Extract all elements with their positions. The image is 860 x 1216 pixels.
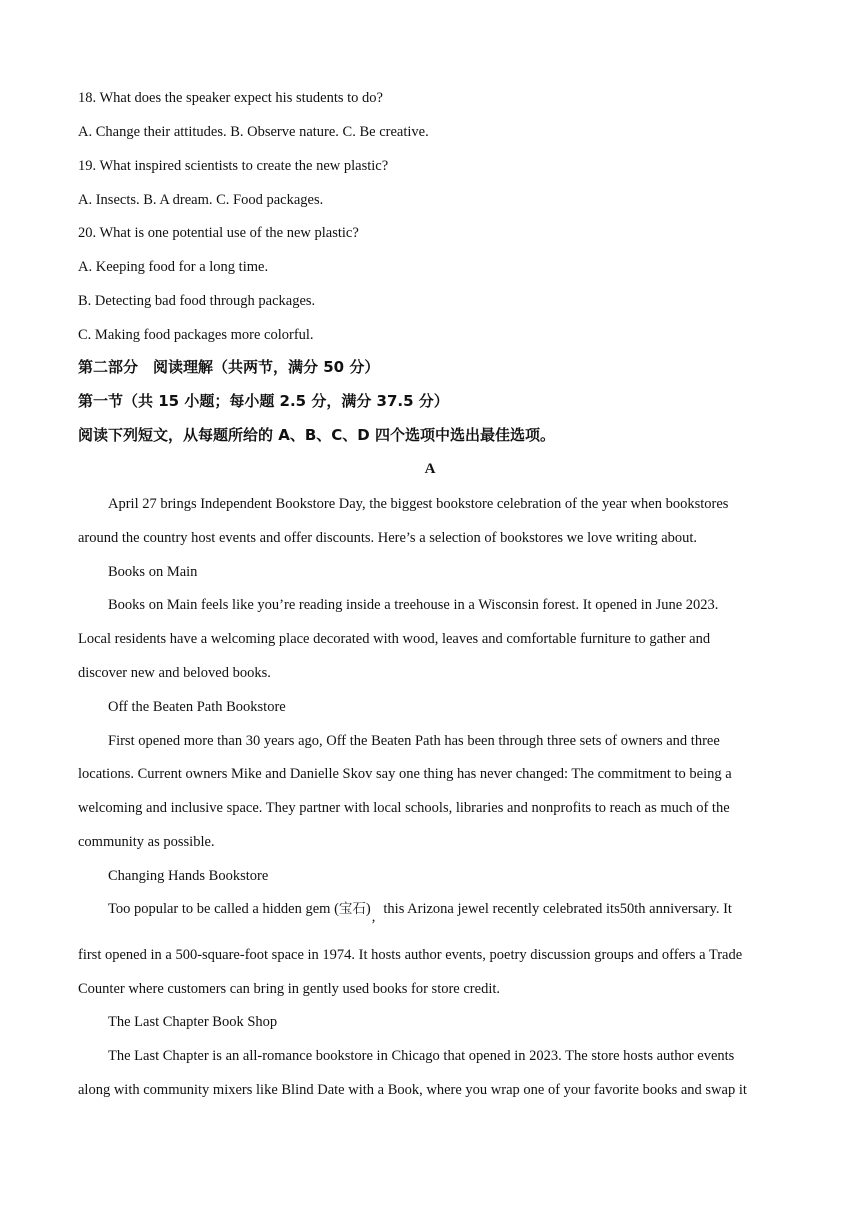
store-1-line-1: Books on Main feels like you’re reading inside a treehouse in a Wisconsin forest. It opened in June 2023. bbox=[108, 597, 719, 613]
part-heading: 第二部分 阅读理解（共两节，满分 50 分） bbox=[78, 358, 380, 376]
question-20-option-c: C. Making food packages more colorful. bbox=[78, 327, 314, 343]
question-18-stem: 18. What does the speaker expect his students to do? bbox=[78, 90, 383, 106]
store-2-name: Off the Beaten Path Bookstore bbox=[108, 699, 286, 715]
intro-line-2: around the country host events and offer discounts. Here’s a selection of bookstores we love writing about. bbox=[78, 530, 698, 546]
store-4-line-2: along with community mixers like Blind Date with a Book, where you wrap one of your favorite books and swap it bbox=[78, 1082, 747, 1098]
store-4-line-1: The Last Chapter is an all-romance bookstore in Chicago that opened in 2023. The store hosts author events bbox=[108, 1048, 735, 1064]
store-4-name: The Last Chapter Book Shop bbox=[108, 1014, 278, 1030]
store-3-line-1 bbox=[108, 900, 732, 925]
question-18-options: A. Change their attitudes. B. Observe nature. C. Be creative. bbox=[78, 124, 429, 140]
store-2-line-2: locations. Current owners Mike and Danielle Skov say one thing has never changed: The commitment to being a bbox=[78, 766, 732, 782]
passage-letter: A bbox=[424, 461, 436, 477]
store-3-line-1b: ) bbox=[365, 901, 371, 917]
intro-line-1: April 27 brings Independent Bookstore Day, the biggest bookstore celebration of the year when bookstores bbox=[108, 496, 729, 512]
question-20-option-b: B. Detecting bad food through packages. bbox=[78, 293, 316, 309]
instruction: 阅读下列短文，从每题所给的 A、B、C、D 四个选项中选出最佳选项。 bbox=[78, 426, 555, 444]
question-19-options: A. Insects. B. A dream. C. Food packages. bbox=[78, 192, 324, 208]
store-3-line-3: Counter where customers can bring in gently used books for store credit. bbox=[78, 981, 501, 997]
sub-heading: 第一节（共 15 小题；每小题 2.5 分，满分 37.5 分） bbox=[78, 392, 449, 410]
store-1-name: Books on Main bbox=[108, 564, 198, 580]
store-2-line-1: First opened more than 30 years ago, Off the Beaten Path has been through three sets of owners and three bbox=[108, 733, 720, 749]
store-3-line-1a: Too popular to be called a hidden gem ( bbox=[108, 901, 339, 917]
store-3-line-1c: this Arizona jewel recently celebrated its50th anniversary. It bbox=[383, 901, 732, 917]
question-20-stem: 20. What is one potential use of the new plastic? bbox=[78, 225, 359, 241]
question-19-stem: 19. What inspired scientists to create the new plastic? bbox=[78, 158, 389, 174]
store-1-line-3: discover new and beloved books. bbox=[78, 665, 271, 681]
store-3-line-2: first opened in a 500-square-foot space in 1974. It hosts author events, poetry discussion groups and offers a Trade bbox=[78, 947, 743, 963]
gloss-gem: 宝石 bbox=[338, 901, 366, 917]
store-1-line-2: Local residents have a welcoming place decorated with wood, leaves and comfortable furniture to gather and bbox=[78, 631, 711, 647]
store-2-line-3: welcoming and inclusive space. They partner with local schools, libraries and nonprofits to reach as much of the bbox=[78, 800, 730, 816]
store-3-name: Changing Hands Bookstore bbox=[108, 868, 269, 884]
store-3-comma: , bbox=[371, 909, 376, 925]
store-2-line-4: community as possible. bbox=[78, 834, 215, 850]
question-20-option-a: A. Keeping food for a long time. bbox=[78, 259, 269, 275]
